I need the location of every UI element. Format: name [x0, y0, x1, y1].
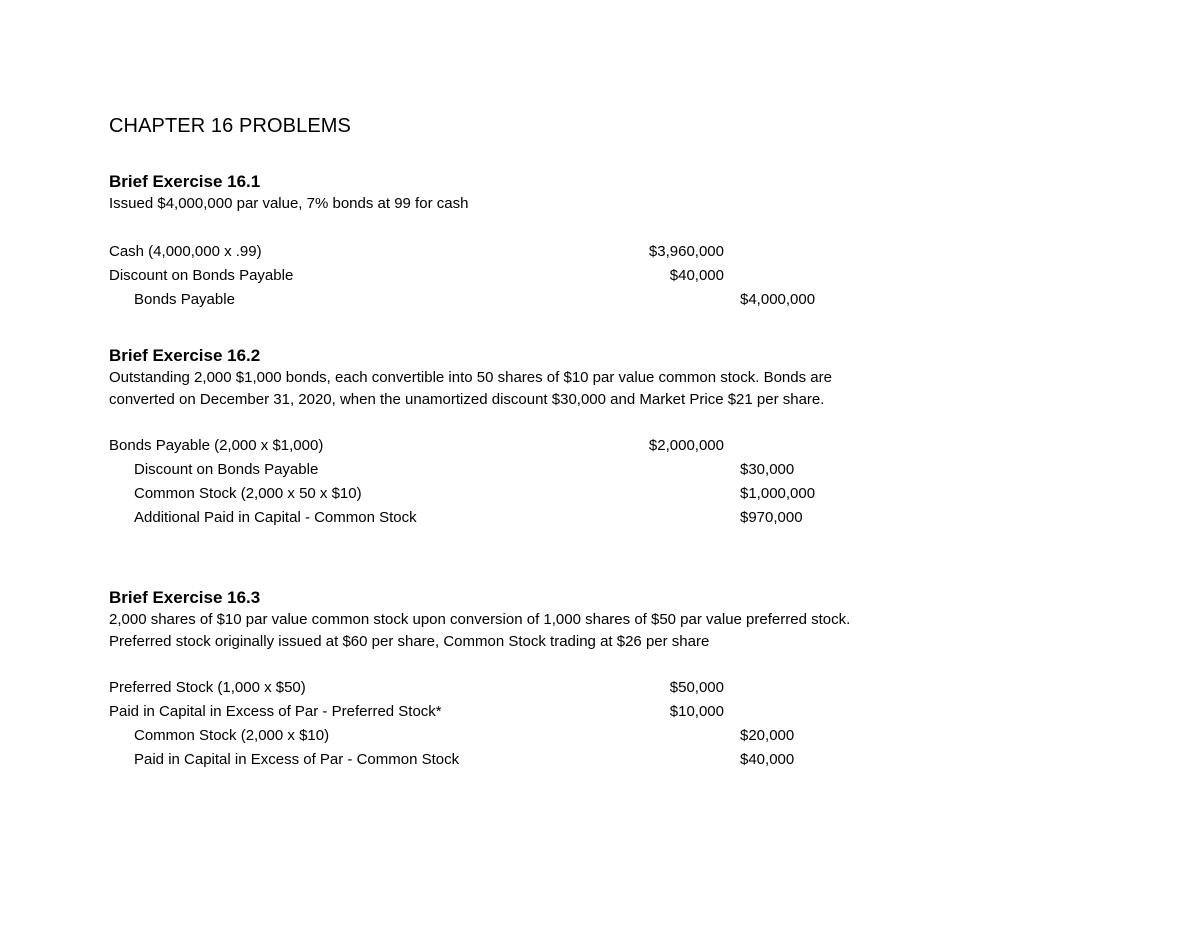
debit-amount: $50,000 — [669, 679, 724, 696]
journal-row — [109, 700, 869, 724]
exercise-description: 2,000 shares of $10 par value common stock upon conversion of 1,000 shares of $50 par value preferred stock. Preferred stock originally issued at $60 per share, Common Stock trading at $26 per share — [109, 611, 851, 650]
exercise-heading: Brief Exercise 16.3 — [109, 588, 261, 607]
credit-amount: $30,000 — [740, 461, 795, 478]
account-name: Additional Paid in Capital - Common Stock — [134, 509, 417, 526]
journal-row — [109, 724, 869, 748]
account-name: Common Stock (2,000 x $10) — [134, 727, 330, 744]
debit-amount: $3,960,000 — [648, 243, 724, 260]
account-name: Cash (4,000,000 x .99) — [109, 243, 262, 260]
exercise-16-2 — [109, 344, 869, 530]
account-name: Paid in Capital in Excess of Par - Common Stock — [134, 751, 460, 768]
exercise-description: Outstanding 2,000 $1,000 bonds, each convertible into 50 shares of $10 par value common stock. Bonds are converted on December 31, 2020, when the unamortized discount $30,000 and Market Price $21 per share. — [109, 369, 832, 408]
account-name: Preferred Stock (1,000 x $50) — [109, 679, 306, 696]
journal-row — [109, 482, 869, 506]
journal-row — [109, 288, 869, 312]
account-name: Bonds Payable (2,000 x $1,000) — [109, 437, 324, 454]
credit-amount: $970,000 — [740, 509, 803, 526]
journal-row — [109, 506, 869, 530]
debit-amount: $10,000 — [669, 703, 724, 720]
account-name: Discount on Bonds Payable — [134, 461, 319, 478]
credit-amount: $20,000 — [740, 727, 795, 744]
journal-row — [109, 240, 869, 264]
journal-entry — [109, 240, 869, 312]
page-title: CHAPTER 16 PROBLEMS — [109, 115, 351, 137]
credit-amount: $1,000,000 — [740, 485, 816, 502]
journal-row — [109, 434, 869, 458]
debit-amount: $40,000 — [669, 267, 724, 284]
exercise-description: Issued $4,000,000 par value, 7% bonds at 99 for cash — [109, 195, 469, 212]
account-name: Paid in Capital in Excess of Par - Preferred Stock* — [109, 703, 442, 720]
exercise-16-1 — [109, 170, 869, 312]
exercise-heading: Brief Exercise 16.1 — [109, 172, 261, 191]
credit-amount: $40,000 — [740, 751, 795, 768]
account-name: Discount on Bonds Payable — [109, 267, 294, 284]
journal-row — [109, 676, 869, 700]
journal-row — [109, 458, 869, 482]
journal-row — [109, 264, 869, 288]
account-name: Common Stock (2,000 x 50 x $10) — [134, 485, 362, 502]
account-name: Bonds Payable — [134, 291, 235, 308]
journal-entry — [109, 676, 869, 772]
exercise-heading: Brief Exercise 16.2 — [109, 346, 261, 365]
journal-entry — [109, 434, 869, 530]
exercise-16-3 — [109, 586, 869, 772]
credit-amount: $4,000,000 — [740, 291, 816, 308]
journal-row — [109, 748, 869, 772]
debit-amount: $2,000,000 — [648, 437, 724, 454]
